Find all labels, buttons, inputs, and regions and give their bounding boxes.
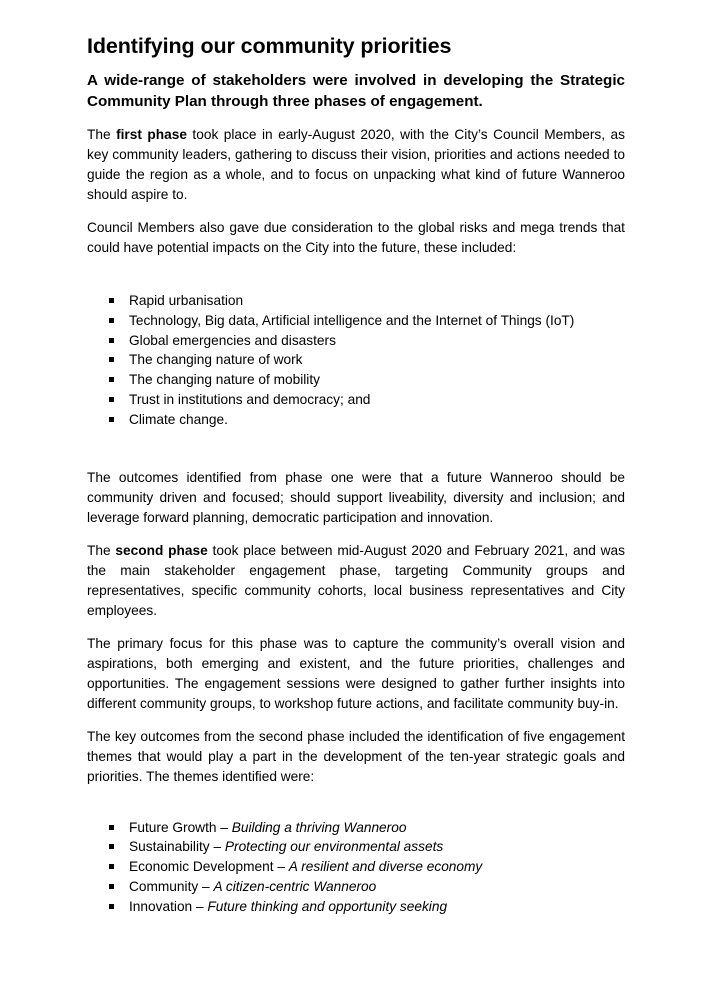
- theme-separator: –: [273, 859, 289, 875]
- paragraph-key-outcomes: The key outcomes from the second phase included the identification of five engagement themes that would play a part in the development of the ten-year strategic goals and priorities. The themes identified were:: [87, 728, 625, 784]
- paragraph-text: The: [87, 542, 116, 558]
- square-bullet-icon: [109, 318, 114, 323]
- paragraph-text: took place between mid-August 2020 and February 2021, and was the main stakeholder engagement phase, targeting Community groups and representatives, specific community cohorts, local business representatives and City employees.: [87, 542, 626, 618]
- list-item: [109, 837, 625, 857]
- bold-term: second phase: [115, 542, 208, 558]
- paragraph-text: took place in early-August 2020, with the City’s Council Members, as key community leaders, gathering to discuss their vision, priorities and actions needed to guide the region as a whole, and to focus on unpacking what kind of future Wanneroo should aspire to.: [87, 127, 625, 202]
- square-bullet-icon: [109, 417, 114, 422]
- list-item: [109, 877, 625, 897]
- list-item: [109, 818, 625, 838]
- themes-list: [87, 818, 625, 917]
- list-item: [109, 311, 625, 331]
- list-item: [109, 350, 625, 370]
- square-bullet-icon: [109, 864, 114, 869]
- square-bullet-icon: [109, 298, 114, 303]
- list-item: [109, 370, 625, 390]
- page-title: Identifying our community priorities: [87, 34, 452, 58]
- paragraph-first-phase: [87, 125, 625, 205]
- paragraph-second-phase: [87, 541, 625, 621]
- theme-name: Sustainability: [129, 839, 210, 855]
- list-item-text: Global emergencies and disasters: [129, 332, 336, 348]
- list-item-text: Technology, Big data, Artificial intelligence and the Internet of Things (IoT): [129, 312, 575, 328]
- list-item-text: Trust in institutions and democracy; and: [129, 391, 371, 407]
- theme-tagline: Building a thriving Wanneroo: [231, 819, 407, 835]
- list-item-text: The changing nature of work: [129, 352, 303, 368]
- theme-tagline: A resilient and diverse economy: [288, 859, 483, 875]
- square-bullet-icon: [109, 825, 114, 830]
- list-item: [109, 291, 625, 311]
- list-item: [109, 857, 625, 877]
- theme-separator: –: [216, 819, 232, 835]
- paragraph-primary-focus: The primary focus for this phase was to capture the community’s overall vision and aspirations, both emerging and existent, and the future priorities, challenges and opportunities. The engagement sessions were designed to gather further insights into different community groups, to workshop future actions, and facilitate community buy-in.: [87, 635, 625, 711]
- square-bullet-icon: [109, 397, 114, 402]
- square-bullet-icon: [109, 357, 114, 362]
- subheading: A wide-range of stakeholders were involved in developing the Strategic Community Plan through three phases of engagement.: [87, 72, 625, 110]
- square-bullet-icon: [109, 844, 114, 849]
- list-item-text: Rapid urbanisation: [129, 293, 244, 308]
- theme-name: Community: [129, 878, 199, 894]
- document-page: [87, 32, 625, 917]
- theme-separator: –: [192, 898, 208, 914]
- list-item: [109, 331, 625, 351]
- list-item: [109, 410, 625, 430]
- theme-separator: –: [209, 839, 225, 855]
- square-bullet-icon: [109, 338, 114, 343]
- theme-tagline: A citizen-centric Wanneroo: [213, 878, 377, 894]
- list-item: [109, 390, 625, 410]
- theme-name: Economic Development: [129, 859, 274, 875]
- square-bullet-icon: [109, 377, 114, 382]
- list-item: [109, 897, 625, 917]
- paragraph-global-risks: Council Members also gave due consideration to the global risks and mega trends that could have potential impacts on the City into the future, these included:: [87, 220, 625, 255]
- paragraph-text: The: [87, 127, 117, 142]
- theme-separator: –: [198, 878, 214, 894]
- theme-name: Future Growth: [129, 819, 217, 835]
- bold-term: first phase: [116, 127, 187, 142]
- theme-tagline: Protecting our environmental assets: [224, 839, 444, 855]
- paragraph-phase-one-outcomes: The outcomes identified from phase one were that a future Wanneroo should be community driven and focused; should support liveability, diversity and inclusion; and leverage forward planning, democratic participation and innovation.: [87, 469, 625, 525]
- square-bullet-icon: [109, 904, 114, 909]
- theme-name: Innovation: [129, 898, 193, 914]
- list-item-text: The changing nature of mobility: [129, 372, 320, 388]
- trends-list: [87, 291, 625, 430]
- square-bullet-icon: [109, 884, 114, 889]
- theme-tagline: Future thinking and opportunity seeking: [207, 898, 448, 914]
- list-item-text: Climate change.: [129, 411, 228, 427]
